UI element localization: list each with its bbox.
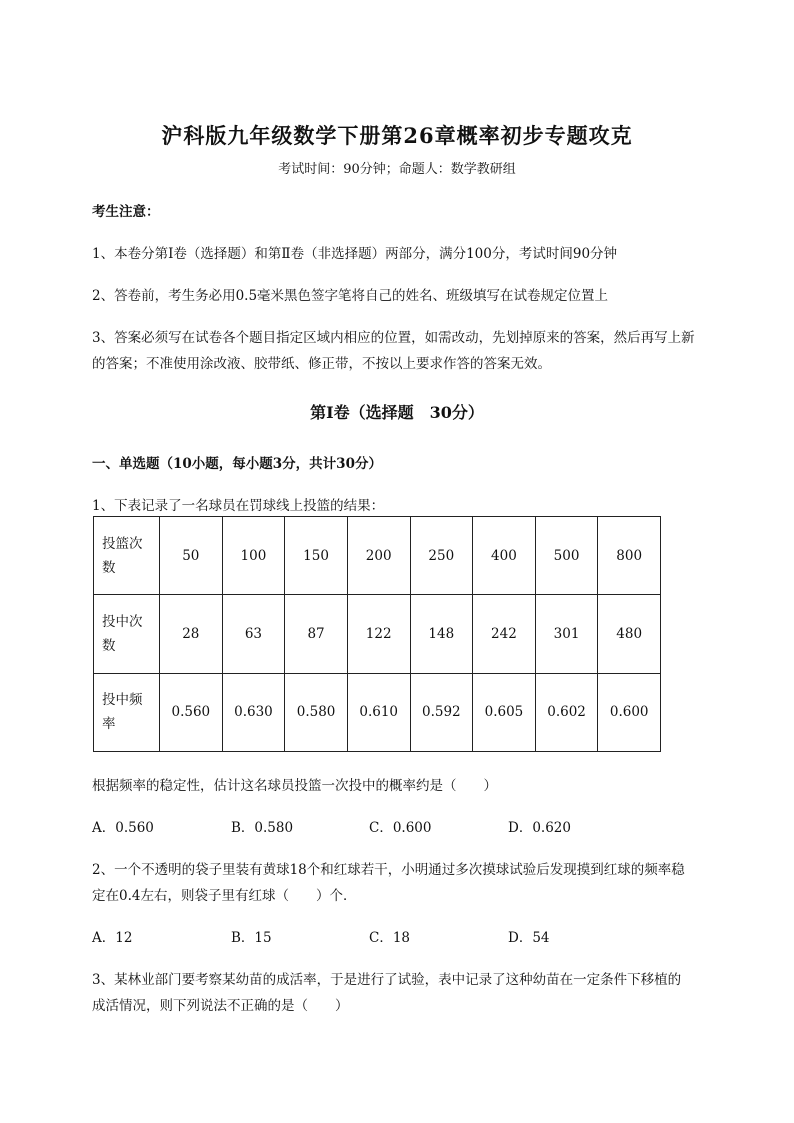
table-row	[94, 595, 661, 673]
notice-item: 的答案；不准使用涂改液、胶带纸、修正带，不按以上要求作答的答案无效。	[92, 356, 551, 372]
row-header-line: 投篮次	[102, 535, 143, 552]
table-cell: 28	[160, 595, 223, 673]
notice-heading: 考生注意：	[92, 204, 160, 220]
table-cell: 0.605	[473, 673, 536, 751]
table-cell: 480	[598, 595, 661, 673]
table-cell: 0.580	[285, 673, 348, 751]
table-cell: 800	[598, 517, 661, 595]
option-c: C．18	[369, 930, 411, 946]
table-cell: 250	[410, 517, 473, 595]
question-2-line: 定在0.4左右，则袋子里有红球（ ）个．	[92, 888, 357, 904]
part-heading: 一、单选题（10小题，每小题3分，共计30分）	[92, 456, 382, 472]
table-cell: 0.560	[160, 673, 223, 751]
table-cell: 100	[222, 517, 285, 595]
table-cell: 122	[347, 595, 410, 673]
table-cell: 400	[473, 517, 536, 595]
option-b: B．15	[231, 930, 272, 946]
table-cell: 0.592	[410, 673, 473, 751]
table-cell: 0.600	[598, 673, 661, 751]
table-row	[94, 517, 661, 595]
table-cell: 0.602	[535, 673, 598, 751]
option-a: A．12	[92, 930, 133, 946]
notice-item: 1、本卷分第I卷（选择题）和第Ⅱ卷（非选择题）两部分，满分100分，考试时间90分钟	[92, 246, 618, 262]
shot-results-table	[93, 516, 661, 752]
question-2-line: 2、一个不透明的袋子里装有黄球18个和红球若干，小明通过多次摸球试验后发现摸到红球的频率稳	[92, 862, 685, 878]
option-c: C．0.600	[369, 820, 432, 836]
question-3-line: 3、某林业部门要考察某幼苗的成活率，于是进行了试验，表中记录了这种幼苗在一定条件下移植的	[92, 972, 682, 988]
table-cell: 200	[347, 517, 410, 595]
question-1-stem: 1、下表记录了一名球员在罚球线上投篮的结果：	[92, 498, 385, 514]
table-cell: 87	[285, 595, 348, 673]
notice-item: 3、答案必须写在试卷各个题目指定区域内相应的位置，如需改动，先划掉原来的答案，然后再写上新	[92, 330, 695, 346]
notice-item: 2、答卷前，考生务必用0.5毫米黑色签字笔将自己的姓名、班级填写在试卷规定位置上	[92, 288, 609, 304]
row-header-line: 率	[102, 716, 116, 733]
option-b: B．0.580	[231, 820, 294, 836]
option-a: A．0.560	[92, 820, 154, 836]
row-header	[94, 595, 160, 673]
question-3-line: 成活情况，则下列说法不正确的是（ ）	[92, 998, 349, 1014]
exam-info: 考试时间：90分钟；命题人：数学教研组	[278, 162, 516, 177]
table-cell: 150	[285, 517, 348, 595]
table-cell: 0.610	[347, 673, 410, 751]
table-cell: 301	[535, 595, 598, 673]
table-row	[94, 673, 661, 751]
table-cell: 63	[222, 595, 285, 673]
table-cell: 0.630	[222, 673, 285, 751]
section-title: 第I卷（选择题 30分）	[310, 403, 484, 422]
row-header-line: 投中频	[102, 692, 143, 709]
row-header-line: 数	[102, 559, 116, 576]
question-1-prompt: 根据频率的稳定性，估计这名球员投篮一次投中的概率约是（ ）	[92, 778, 497, 794]
page-title: 沪科版九年级数学下册第26章概率初步专题攻克	[161, 123, 633, 148]
row-header-line: 数	[102, 637, 116, 654]
row-header	[94, 673, 160, 751]
table-cell: 500	[535, 517, 598, 595]
row-header-line: 投中次	[102, 613, 143, 630]
table-cell: 242	[473, 595, 536, 673]
option-d: D．0.620	[508, 820, 571, 836]
table-cell: 50	[160, 517, 223, 595]
table-cell: 148	[410, 595, 473, 673]
row-header	[94, 517, 160, 595]
option-d: D．54	[508, 930, 550, 946]
